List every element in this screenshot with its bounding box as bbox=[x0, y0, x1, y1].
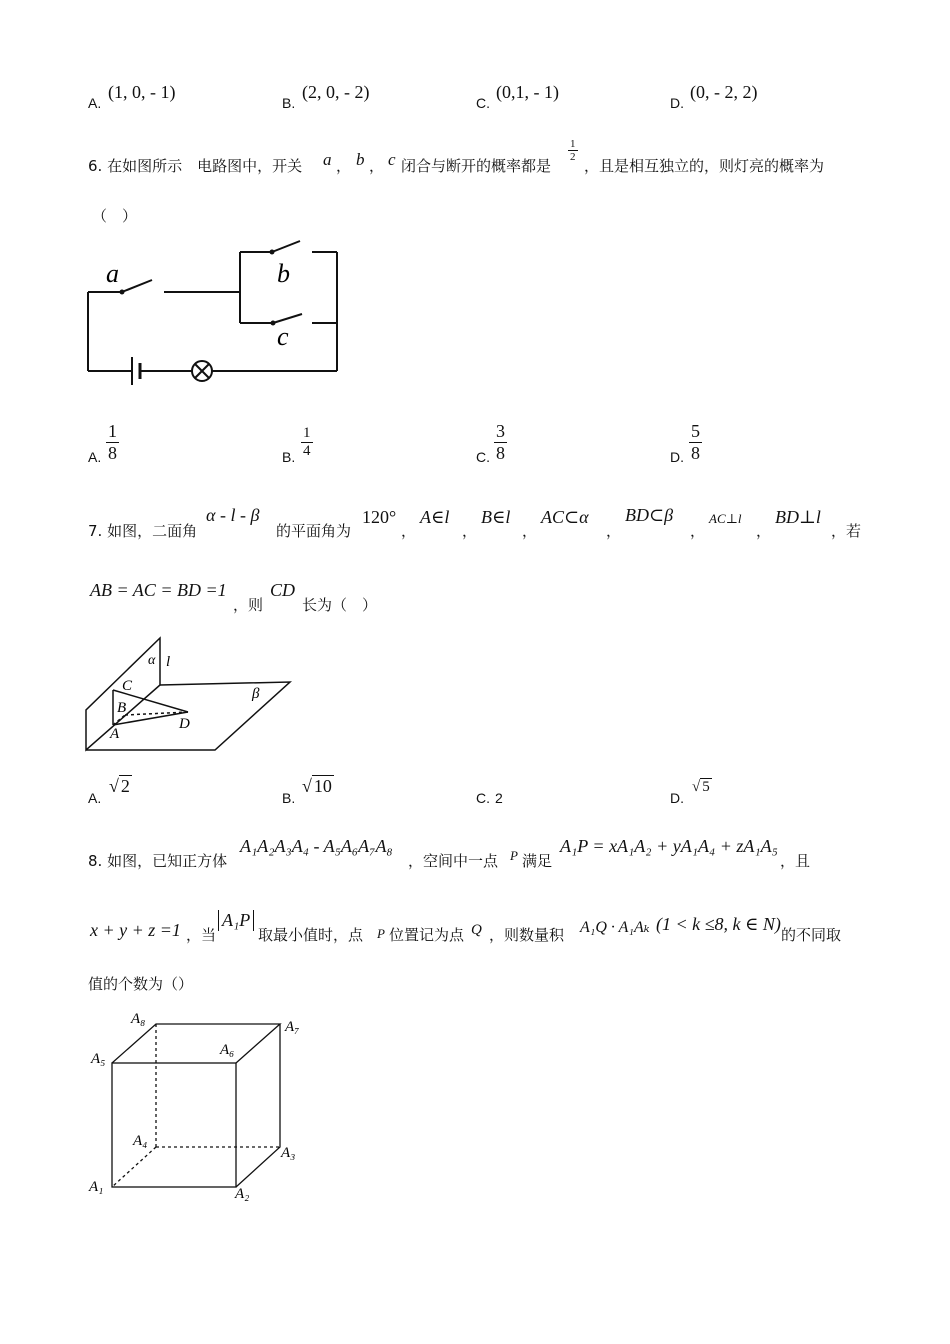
q7-angle-expr: α - l - β bbox=[206, 505, 260, 525]
label-beta: β bbox=[252, 686, 260, 702]
q6-prefix: 6. 在如图所示 电路图中，开关 bbox=[88, 157, 303, 175]
q7-cond-5: AC⊥l bbox=[709, 511, 742, 526]
switch-b-label: b bbox=[277, 259, 290, 288]
q5-option-a-value: (1, 0, - 1) bbox=[108, 82, 176, 102]
q7-cond-1: A∈l bbox=[420, 507, 450, 527]
q8-line2-b: 取最小值时，点 bbox=[258, 926, 364, 944]
q7-sep-4: ， bbox=[606, 522, 622, 540]
switch-b-pivot bbox=[270, 250, 275, 255]
q7-sep-1: ， bbox=[401, 522, 417, 540]
vertex-a3: A₃ bbox=[281, 1145, 296, 1161]
label-alpha: α bbox=[148, 653, 156, 668]
q8-point-p: P bbox=[510, 848, 518, 863]
vertex-a1: A₁ bbox=[89, 1179, 104, 1195]
q8-line2-q: Q bbox=[471, 922, 482, 938]
cube-hidden-left bbox=[112, 1147, 156, 1187]
label-c: C bbox=[122, 678, 133, 694]
q7-line2-end: 长为（ ） bbox=[302, 596, 378, 614]
q6-option-d-num: 5 bbox=[691, 421, 700, 441]
q7-mid1: 的平面角为 bbox=[276, 522, 352, 540]
q6-option-d-den: 8 bbox=[691, 443, 700, 463]
q6-half-den: 2 bbox=[570, 151, 576, 163]
label-a: A bbox=[110, 726, 120, 742]
q7-cond-4: BD⊂β bbox=[625, 505, 674, 525]
q7-option-d-value: √ 5 bbox=[692, 779, 710, 795]
cube-right-edges bbox=[236, 1024, 280, 1187]
q6-option-a-den: 8 bbox=[108, 443, 117, 463]
q7-line2-cd: CD bbox=[270, 580, 296, 600]
q6-option-a-fraction bbox=[106, 421, 119, 464]
q6-option-c-num: 3 bbox=[496, 421, 505, 441]
q7-prefix: 7. 如图，二面角 bbox=[88, 522, 198, 540]
q7-sep-2: ， bbox=[462, 522, 478, 540]
q7-cond-2: B∈l bbox=[481, 507, 511, 527]
q8-line2-e: 的不同取 bbox=[781, 926, 842, 944]
q7-option-a-value: √ 2 bbox=[109, 776, 130, 796]
q6-option-c-fraction bbox=[494, 421, 507, 464]
q7-option-d-label: D. bbox=[670, 790, 684, 806]
q8-cube-name: A₁A₂A₃A₄ - A₅A₆A₇A₈ bbox=[240, 836, 393, 856]
q8-line3: 值的个数为（） bbox=[88, 975, 194, 993]
q7-angle-val: 120° bbox=[362, 507, 397, 527]
q6-option-b-num: 1 bbox=[303, 425, 311, 441]
q7-option-b-label: B. bbox=[282, 790, 296, 806]
vertex-a5: A₅ bbox=[91, 1051, 106, 1067]
q5-option-b-label: B. bbox=[282, 95, 296, 111]
q7-line2-expr: AB = AC = BD =1 bbox=[90, 580, 227, 600]
cube-front-face bbox=[112, 1063, 236, 1187]
q8-dot-expr: A₁Q · A₁Aₖ bbox=[580, 919, 650, 936]
q8-vec-eq: A₁P = xA₁A₂ + yA₁A₄ + zA₁A₅ bbox=[560, 836, 778, 856]
q6-option-b-fraction bbox=[301, 425, 313, 460]
q7-line2-mid: ，则 bbox=[233, 596, 264, 614]
switch-a-pivot bbox=[120, 290, 125, 295]
q5-option-a-label: A. bbox=[88, 95, 102, 111]
q8-prefix: 8. 如图，已知正方体 bbox=[88, 852, 228, 870]
q7-option-b-value: √ 10 bbox=[302, 776, 332, 796]
q5-option-b-value: (2, 0, - 2) bbox=[302, 82, 370, 102]
q6-var-b: b bbox=[356, 150, 365, 169]
q5-option-c-label: C. bbox=[476, 95, 490, 111]
q6-option-d-label: D. bbox=[670, 449, 684, 465]
q6-option-a-num: 1 bbox=[108, 421, 117, 441]
q6-option-c-den: 8 bbox=[496, 443, 505, 463]
vertex-a6: A₆ bbox=[220, 1042, 235, 1058]
q8-abs-expr: A₁P bbox=[218, 910, 254, 931]
switch-a-blade bbox=[122, 280, 152, 292]
q7-option-a-label: A. bbox=[88, 790, 102, 806]
q8-end1: ，且 bbox=[780, 852, 811, 870]
q6-option-b-den: 4 bbox=[303, 443, 311, 459]
q7-end1: ，若 bbox=[831, 522, 862, 540]
q7-sep-3: ， bbox=[522, 522, 538, 540]
q8-line2-eq: x + y + z =1 bbox=[90, 920, 181, 940]
q8-mid1: ，空间中一点 bbox=[408, 852, 499, 870]
vertex-a8: A₈ bbox=[131, 1011, 146, 1027]
vertex-a2: A₂ bbox=[235, 1186, 250, 1202]
q7-cond-3: AC⊂α bbox=[541, 507, 589, 527]
switch-c-label: c bbox=[277, 322, 289, 351]
q7-option-c-value: 2 bbox=[495, 790, 503, 806]
q7-sep-5: ， bbox=[690, 522, 706, 540]
switch-a-label: a bbox=[106, 259, 119, 288]
q8-line2-d: ，则数量积 bbox=[489, 926, 565, 944]
label-d: D bbox=[179, 716, 190, 732]
q6-half-fraction bbox=[568, 138, 578, 163]
q6-suffix: ，且是相互独立的，则灯亮的概率为 bbox=[584, 157, 825, 175]
q6-var-c: c bbox=[388, 150, 396, 169]
q7-option-b-radicand: 10 bbox=[313, 776, 332, 796]
vertex-a4: A₄ bbox=[133, 1133, 148, 1149]
q6-half-num: 1 bbox=[570, 138, 576, 150]
q7-option-a-radicand: 2 bbox=[120, 776, 130, 796]
q6-option-a-label: A. bbox=[88, 449, 102, 465]
q7-option-c-label: C. bbox=[476, 790, 490, 806]
switch-b-blade bbox=[272, 241, 300, 252]
q6-blank: （ ） bbox=[92, 207, 138, 225]
q6-circuit-figure bbox=[80, 235, 350, 395]
q6-mid: 闭合与断开的概率都是 bbox=[401, 157, 552, 175]
q6-option-d-fraction bbox=[689, 421, 702, 464]
q5-option-c-value: (0,1, - 1) bbox=[496, 82, 559, 102]
q6-var-a: a bbox=[323, 150, 332, 169]
q8-line2-p: P bbox=[377, 926, 385, 941]
q6-comma-2: ， bbox=[369, 157, 385, 175]
cube-top-face bbox=[112, 1024, 280, 1063]
label-b: B bbox=[117, 700, 127, 716]
q7-dihedral-figure bbox=[80, 630, 300, 760]
q7-option-d-radicand: 5 bbox=[702, 779, 710, 795]
q6-option-c-label: C. bbox=[476, 449, 490, 465]
label-l: l bbox=[166, 654, 171, 670]
q8-cube-figure bbox=[85, 1005, 315, 1205]
q8-line2-c: 位置记为点 bbox=[389, 926, 465, 944]
q7-sep-6: ， bbox=[756, 522, 772, 540]
q5-option-d-label: D. bbox=[670, 95, 684, 111]
q6-option-b-label: B. bbox=[282, 449, 296, 465]
q7-cond-6: BD⊥l bbox=[775, 507, 821, 527]
switch-c-pivot bbox=[271, 321, 276, 326]
vertex-a7: A₇ bbox=[285, 1019, 300, 1035]
q5-option-d-value: (0, - 2, 2) bbox=[690, 82, 758, 102]
q8-mid2: 满足 bbox=[522, 852, 553, 870]
q8-line2-a: ，当 bbox=[186, 926, 217, 944]
q8-cond: (1 < k ≤8, k ∈ N) bbox=[656, 914, 781, 934]
q6-comma-1: ， bbox=[336, 157, 352, 175]
